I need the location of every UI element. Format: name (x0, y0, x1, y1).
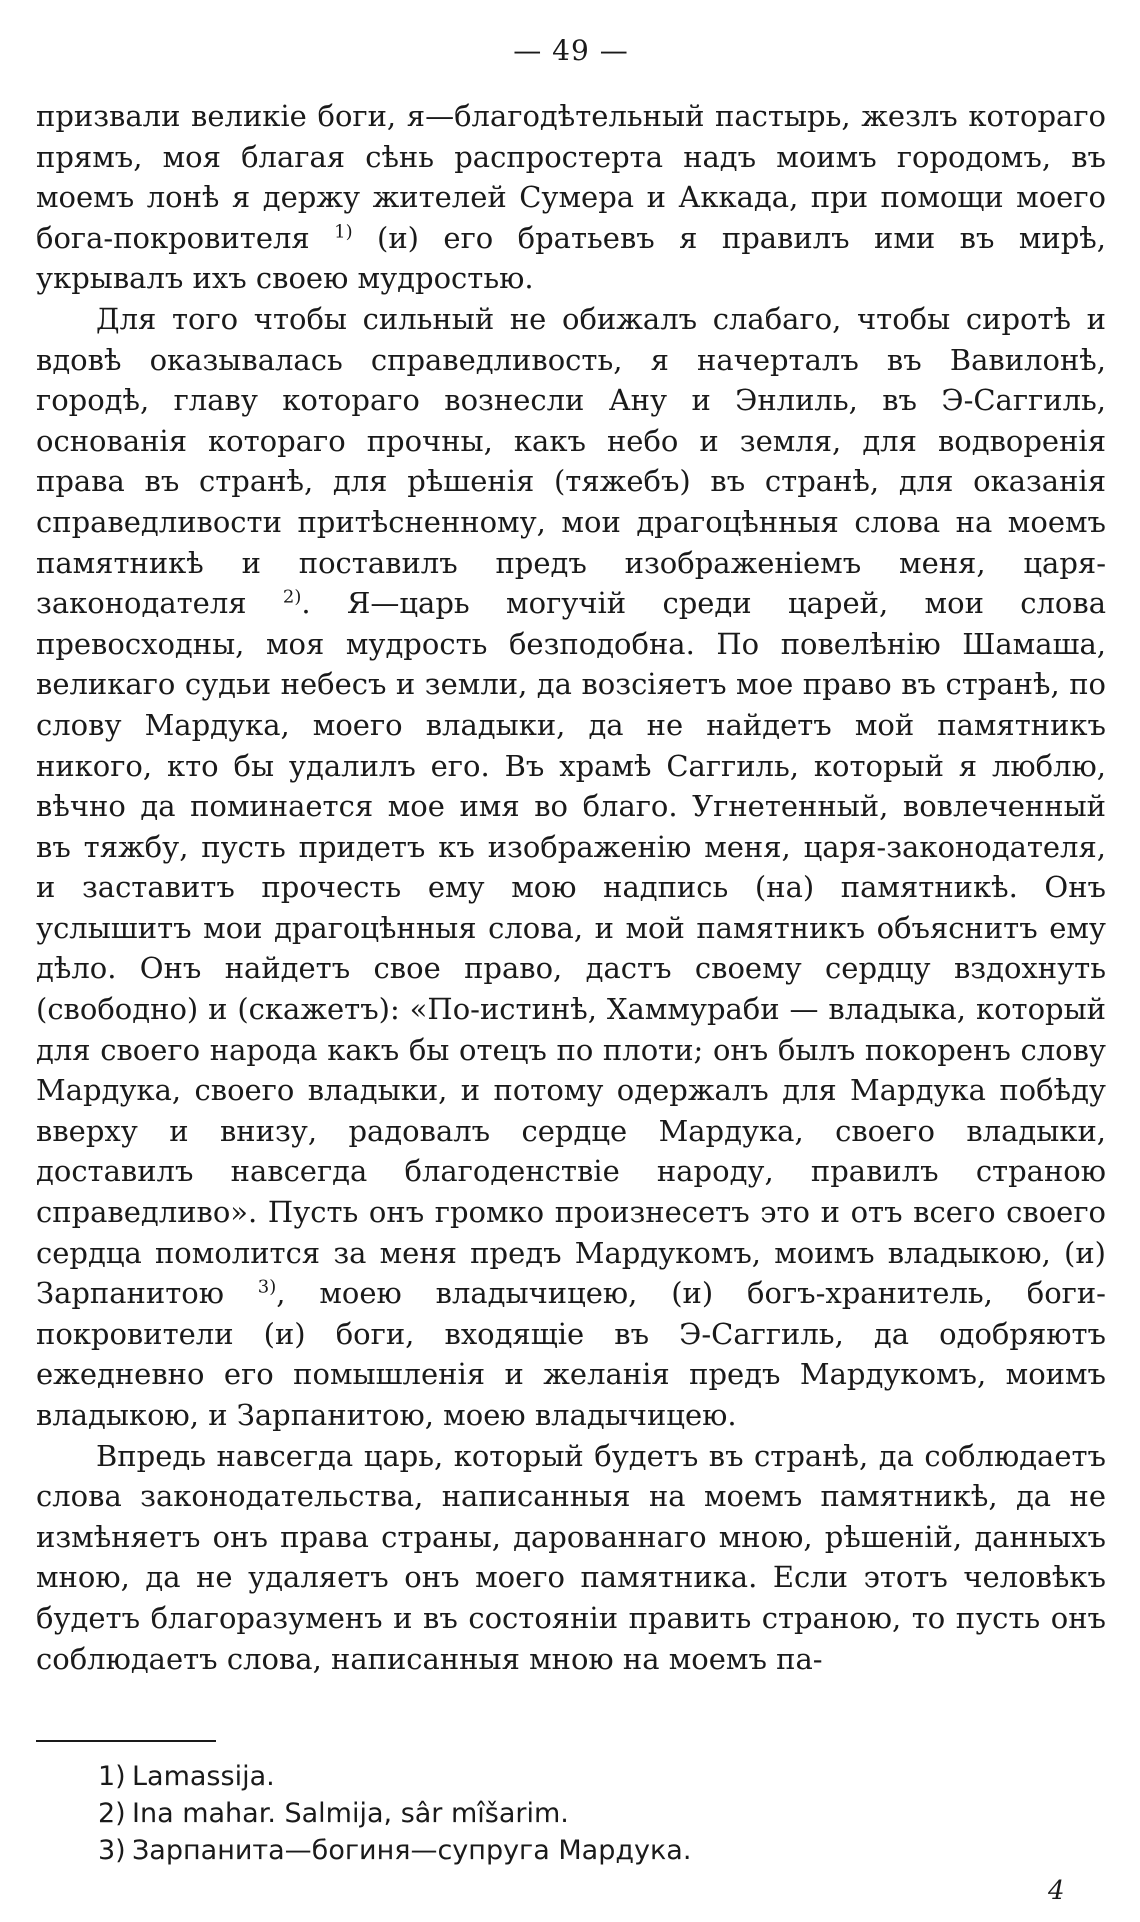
paragraph-2-text: Для того чтобы сильный не обижалъ слабаго, чтобы сиротѣ и вдовѣ оказывалась справедливость, я начерталъ въ Вавилонѣ, городѣ, главу котораго вознесли Ану и Энлиль, въ Э-Саггиль, основанія котораго прочны, какъ небо и земля, для водворенія права въ странѣ, для рѣшенія (тяжебъ) въ странѣ, для оказанія справедливости притѣсненному, мои драгоцѣнныя слова на моемъ памятникѣ и поставилъ предъ изображеніемъ меня, царя-законодателя (36, 301, 1106, 621)
footnote-ref-3: 3) (257, 1276, 277, 1298)
footnote-3 (98, 1832, 998, 1869)
footnote-2-mark: 2) (98, 1798, 126, 1829)
footnote-3-text: Зарпанита—богиня—супруга Мардука. (132, 1835, 692, 1866)
footnotes (98, 1758, 998, 1869)
footnote-1-text: Lamassija. (132, 1761, 275, 1792)
page-number: — 49 — (513, 34, 629, 67)
footnote-1 (98, 1758, 998, 1795)
footnote-3-mark: 3) (98, 1835, 126, 1866)
footnote-2 (98, 1795, 998, 1832)
footnote-2-text: Ina mahar. Salmija, sâr mîšarim. (132, 1798, 569, 1829)
paragraph-1-text-cont: (и) его братьевъ я правилъ ими въ мирѣ, укрывалъ ихъ своею мудростью. (36, 220, 1106, 296)
footnote-ref-1: 1) (334, 221, 353, 243)
paragraph-2 (36, 299, 1106, 1436)
body-text (36, 96, 1106, 1679)
paragraph-3: Впредь навсегда царь, который будетъ въ странѣ, да соблюдаетъ слова законодательства, написанныя на моемъ памятникѣ, да не измѣняетъ онъ права страны, дарованнаго мною, рѣшеній, данныхъ мною, да не удаляетъ онъ моего памятника. Если этотъ человѣкъ будетъ благоразуменъ и въ состояніи править страною, то пусть онъ соблюдаетъ слова, написанныя мною на моемъ па- (36, 1438, 1106, 1676)
footnote-divider (36, 1740, 216, 1742)
footnote-ref-2: 2) (282, 586, 302, 608)
paragraph-2-text-end: , моею владычицею, (и) богъ-хранитель, боги-покровители (и) боги, входящіе въ Э-Саггиль, да одобряютъ ежедневно его помышленія и желанія предъ Мардукомъ, моимъ владыкою, и Зарпанитою, моею владычицею. (36, 1276, 1106, 1432)
document-page (36, 0, 1106, 1922)
footnote-1-mark: 1) (98, 1761, 126, 1792)
paragraph-2-text-cont: . Я—царь могучій среди царей, мои слова превосходны, моя мудрость безподобна. По повелѣнію Шамаша, великаго судьи небесъ и земли, да возсіяетъ мое право въ странѣ, по слову Мардука, моего владыки, да не найдетъ мой памятникъ никого, кто бы удалилъ его. Въ храмѣ Саггиль, который я люблю, вѣчно да поминается мое имя во благо. Угнетенный, вовлеченный въ тяжбу, пусть придетъ къ изображенію меня, царя-законодателя, и заставитъ прочесть ему мою надпись (на) памятникѣ. Онъ услышитъ мои драгоцѣнныя слова, и мой памятникъ объяснитъ ему дѣло. Онъ найдетъ свое право, дастъ своему сердцу вздохнуть (свободно) и (скажетъ): «По-истинѣ, Хаммураби — владыка, который для своего народа какъ бы отецъ по плоти; онъ былъ покоренъ слову Мардука, своего владыки, и потому одержалъ для Мардука побѣду вверху и внизу, радовалъ сердце Мардука, своего владыки, доставилъ навсегда благоденствіе народу, правилъ страною справедливо». Пусть онъ громко произнесетъ это и отъ всего своего сердца помолится за меня предъ Мардукомъ, моимъ владыкою, (и) Зарпанитою (36, 586, 1107, 1311)
paragraph-1-text: призвали великіе боги, я—благодѣтельный пастырь, жезлъ котораго прямъ, моя благая сѣнь распростерта надъ моимъ городомъ, въ моемъ лонѣ я держу жителей Сумера и Аккада, при помощи моего бога-покровителя (36, 99, 1106, 255)
paragraph-1 (36, 96, 1106, 299)
signature-mark: 4 (1048, 1876, 1065, 1906)
